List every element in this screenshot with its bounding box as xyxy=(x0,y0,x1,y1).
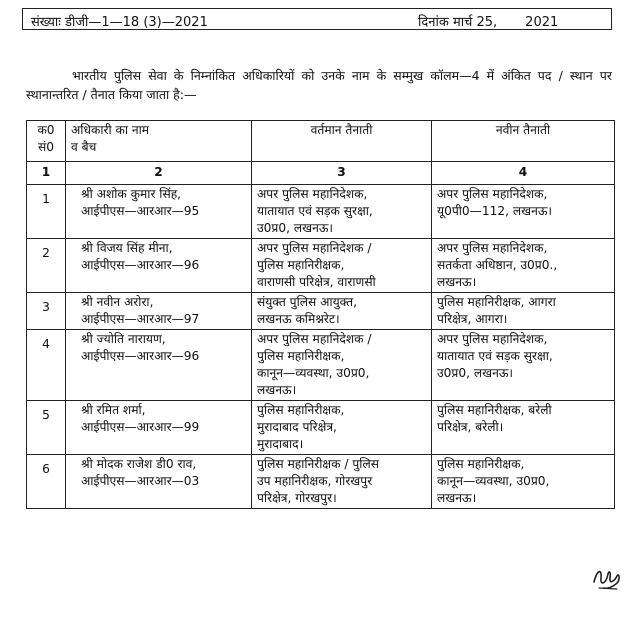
current-posting: संयुक्त पुलिस आयुक्त, लखनऊ कमिश्नरेट। xyxy=(252,293,432,330)
officer-name-batch: श्री रमित शर्मा, आईपीएस—आरआर—99 xyxy=(66,401,252,455)
reference-number: संख्याः डीजी—1—18 (3)—2021 xyxy=(31,15,208,30)
transfer-table xyxy=(26,120,615,509)
col-number: 2 xyxy=(66,162,252,185)
officer-name-batch: श्री नवीन अरोरा, आईपीएस—आरआर—97 xyxy=(66,293,252,330)
new-posting: पुलिस महानिरीक्षक, बरेली परिक्षेत्र, बरेली। xyxy=(432,401,615,455)
table-row xyxy=(27,330,615,401)
serial-number: 5 xyxy=(27,401,66,455)
col-number: 1 xyxy=(27,162,66,185)
officer-name-batch: श्री मोदक राजेश डी0 राव, आईपीएस—आरआर—03 xyxy=(66,455,252,509)
new-posting: अपर पुलिस महानिदेशक, यातायात एवं सड़क सुरक्षा, उ0प्र0, लखनऊ। xyxy=(432,330,615,401)
table-row xyxy=(27,293,615,330)
handwritten-signature-icon xyxy=(590,560,624,594)
table-row xyxy=(27,401,615,455)
table-header-row xyxy=(27,121,615,162)
current-posting: पुलिस महानिरीक्षक / पुलिस उप महानिरीक्षक, गोरखपुर परिक्षेत्र, गोरखपुर। xyxy=(252,455,432,509)
new-posting: पुलिस महानिरीक्षक, कानून—व्यवस्था, उ0प्र0, लखनऊ। xyxy=(432,455,615,509)
serial-number: 3 xyxy=(27,293,66,330)
col-header-new-posting: नवीन तैनाती xyxy=(432,121,615,162)
current-posting: अपर पुलिस महानिदेशक / पुलिस महानिरीक्षक, वाराणसी परिक्षेत्र, वाराणसी xyxy=(252,239,432,293)
table-row xyxy=(27,455,615,509)
col-header-current-posting: वर्तमान तैनाती xyxy=(252,121,432,162)
table-column-number-row xyxy=(27,162,615,185)
col-header-officer: अधिकारी का नाम व बैच xyxy=(66,121,252,162)
date-year: 2021 xyxy=(525,15,559,30)
intro-paragraph: भारतीय पुलिस सेवा के निम्नांकित अधिकारियों को उनके नाम के सम्मुख कॉलम—4 में अंकित पद / स्थान पर स्थानान्तरित / तैनात किया जाता है:— xyxy=(26,68,612,102)
officer-name-batch: श्री अशोक कुमार सिंह, आईपीएस—आरआर—95 xyxy=(66,185,252,239)
date-label: दिनांक मार्च 25, xyxy=(418,15,498,30)
officer-name-batch: श्री विजय सिंह मीना, आईपीएस—आरआर—96 xyxy=(66,239,252,293)
serial-number: 1 xyxy=(27,185,66,239)
col-header-serial: क0 सं0 xyxy=(27,121,66,162)
table-row xyxy=(27,239,615,293)
new-posting: अपर पुलिस महानिदेशक, सतर्कता अधिष्ठान, उ0प्र0., लखनऊ। xyxy=(432,239,615,293)
new-posting: पुलिस महानिरीक्षक, आगरा परिक्षेत्र, आगरा। xyxy=(432,293,615,330)
serial-number: 6 xyxy=(27,455,66,509)
document-header xyxy=(22,8,612,30)
officer-name-batch: श्री ज्योति नारायण, आईपीएस—आरआर—96 xyxy=(66,330,252,401)
serial-number: 4 xyxy=(27,330,66,401)
current-posting: पुलिस महानिरीक्षक, मुरादाबाद परिक्षेत्र, मुरादाबाद। xyxy=(252,401,432,455)
table-row xyxy=(27,185,615,239)
col-number: 3 xyxy=(252,162,432,185)
col-number: 4 xyxy=(432,162,615,185)
current-posting: अपर पुलिस महानिदेशक, यातायात एवं सड़क सुरक्षा, उ0प्र0, लखनऊ। xyxy=(252,185,432,239)
current-posting: अपर पुलिस महानिदेशक / पुलिस महानिरीक्षक, कानून—व्यवस्था, उ0प्र0, लखनऊ। xyxy=(252,330,432,401)
document-date xyxy=(418,12,558,30)
serial-number: 2 xyxy=(27,239,66,293)
new-posting: अपर पुलिस महानिदेशक, यू0पी0—112, लखनऊ। xyxy=(432,185,615,239)
